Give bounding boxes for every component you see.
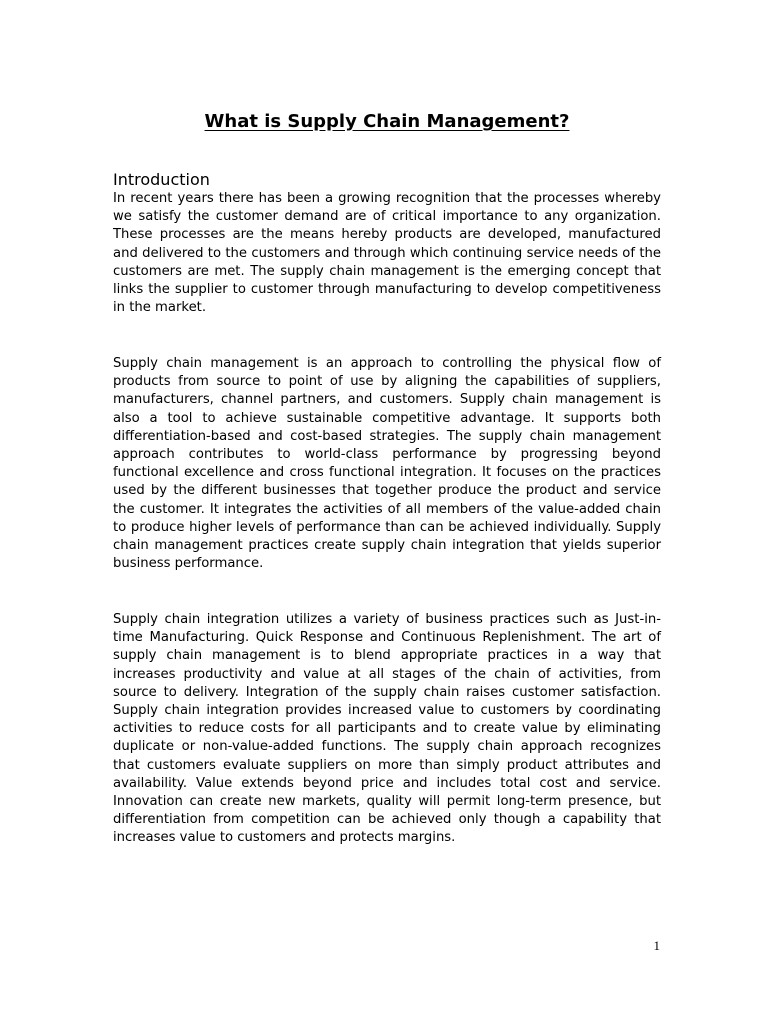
section-heading-introduction: Introduction <box>113 170 210 189</box>
paragraph-1: In recent years there has been a growing recognition that the processes whereby we satisfy the customer demand are of critical importance to any organization. These processes are the means hereby products are developed, manufactured and delivered to the customers and through which continuing service needs of the customers are met. The supply chain management is the emerging concept that links the supplier to customer through manufacturing to develop competitiveness in the market. <box>113 191 661 316</box>
paragraph-3: Supply chain integration utilizes a variety of business practices such as Just-in-time Manufacturing. Quick Response and Continuous Replenishment. The art of supply chain management is to blend appropriate practices in a way that increases productivity and value at all stages of the chain of activities, from source to delivery. Integration of the supply chain raises customer satisfaction. Supply chain integration provides increased value to customers by coordinating activities to reduce costs for all participants and to create value by eliminating duplicate or non-value-added functions. The supply chain approach recognizes that customers evaluate suppliers on more than simply product attributes and availability. Value extends beyond price and includes total cost and service. Innovation can create new markets, quality will permit long-term presence, but differentiation from competition can be achieved only though a capability that increases value to customers and protects margins. <box>113 612 661 846</box>
document-title: What is Supply Chain Management? <box>204 111 570 132</box>
paragraph-2: Supply chain management is an approach to controlling the physical flow of products from source to point of use by aligning the capabilities of suppliers, manufacturers, channel partners, and customers. Supply chain management is also a tool to achieve sustainable competitive advantage. It supports both differentiation-based and cost-based strategies. The supply chain management approach contributes to world-class performance by progressing beyond functional excellence and cross functional integration. It focuses on the practices used by the different businesses that together produce the product and service the customer. It integrates the activities of all members of the value-added chain to produce higher levels of performance than can be achieved individually. Supply chain management practices create supply chain integration that yields superior business performance. <box>113 356 661 572</box>
page-number: 1 <box>653 938 660 953</box>
